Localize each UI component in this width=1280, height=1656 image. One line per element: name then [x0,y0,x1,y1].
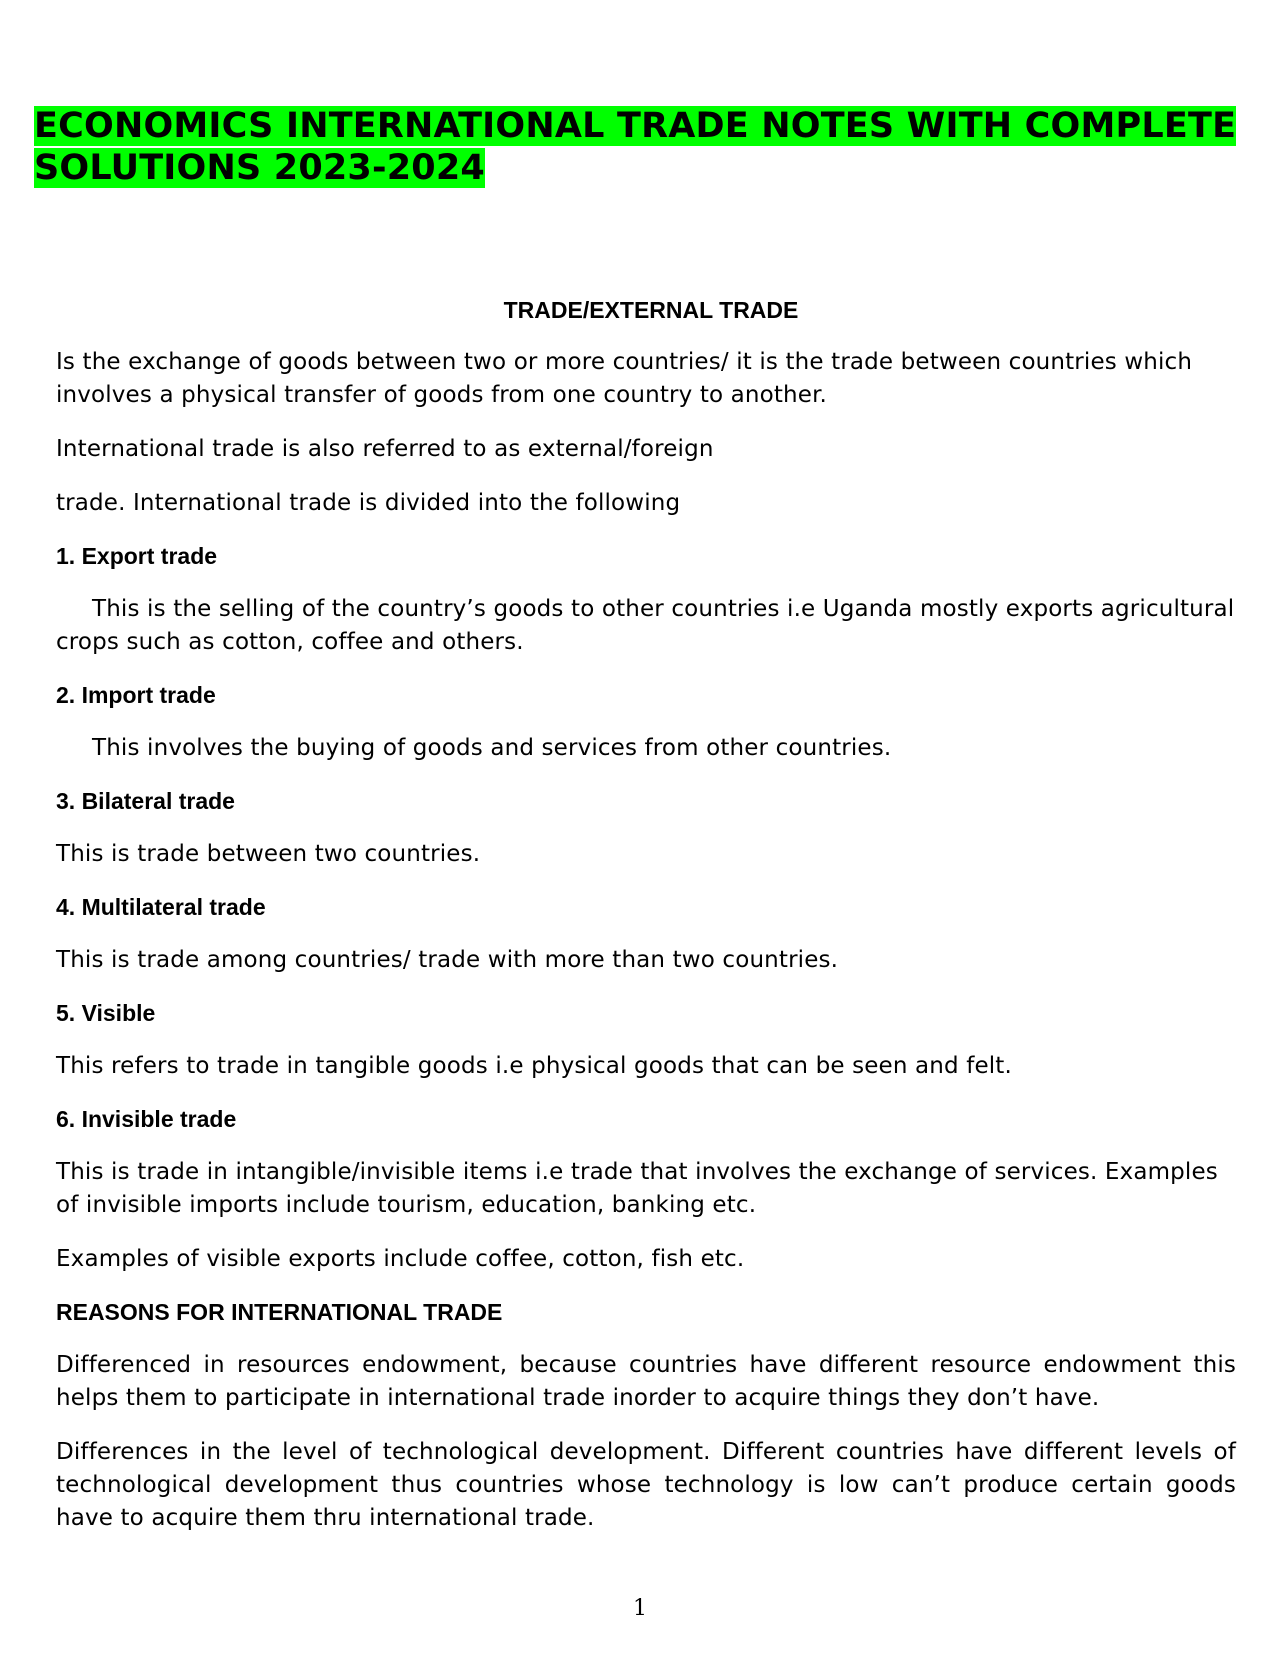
type-text-invisible: This is trade in intangible/invisible items i.e trade that involves the exchange of services. Examples of invisible imports include tourism, education, banking etc. [56,1159,1218,1218]
type-heading-import: 2. Import trade [56,682,216,708]
type-heading-visible: 5. Visible [56,1000,156,1026]
visible-examples: Examples of visible exports include coffee, cotton, fish etc. [56,1246,745,1272]
reason-item: Differenced in resources endowment, because countries have different resource endowment this helps them to participate in international trade inorder to acquire things they don’t have. [56,1352,1236,1411]
intro-definition: Is the exchange of goods between two or more countries/ it is the trade between countries which involves a physical transfer of goods from one country to another. [56,349,1193,408]
type-text-export: This is the selling of the country’s goods to other countries i.e Uganda mostly exports agricultural crops such as cotton, coffee and others. [56,596,1235,655]
reasons-heading: REASONS FOR INTERNATIONAL TRADE [56,1299,503,1325]
intro-also-called: International trade is also referred to as external/foreign [56,436,714,462]
type-text-import: This involves the buying of goods and services from other countries. [92,735,892,761]
type-heading-invisible: 6. Invisible trade [56,1106,237,1132]
document-title [34,105,1254,189]
reason-item: Differences in the level of technological development. Different countries have different levels of technological development thus countries whose technology is low can’t produce certain goods have to acquire them thru international trade. [56,1439,1236,1531]
type-heading-bilateral: 3. Bilateral trade [56,788,235,814]
type-text-bilateral: This is trade between two countries. [56,841,481,867]
section-heading-trade: TRADE/EXTERNAL TRADE [503,297,799,323]
page-number: 1 [633,1596,647,1621]
intro-divided: trade. International trade is divided into the following [56,490,681,516]
type-heading-multilateral: 4. Multilateral trade [56,894,266,920]
type-heading-export: 1. Export trade [56,543,218,569]
document-body [56,296,1236,1556]
type-text-visible: This refers to trade in tangible goods i.e physical goods that can be seen and felt. [56,1053,1012,1079]
document-title-text: ECONOMICS INTERNATIONAL TRADE NOTES WITH COMPLETE SOLUTIONS 2023-2024 [34,106,1237,188]
type-text-multilateral: This is trade among countries/ trade with more than two countries. [56,947,839,973]
